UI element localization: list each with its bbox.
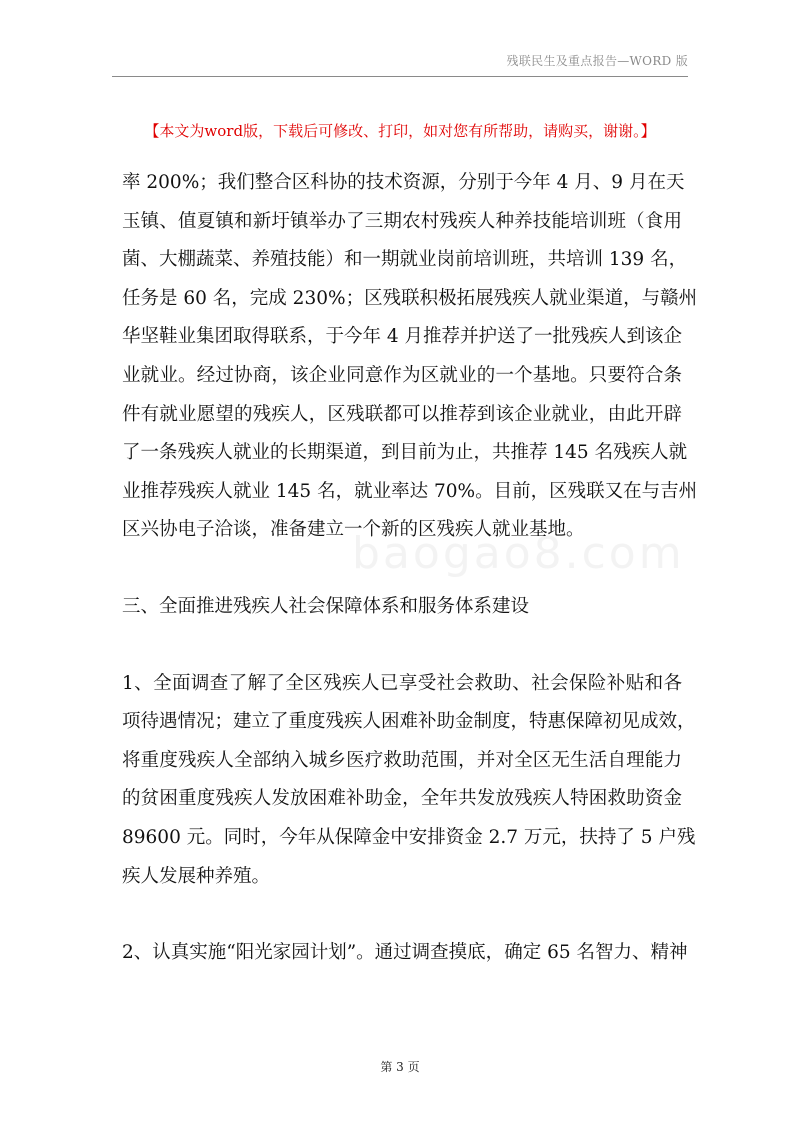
- text-line: 菌、大棚蔬菜、养殖技能）和一期就业岗前培训班，共培训 139 名，: [122, 249, 688, 271]
- text-line: 了一条残疾人就业的长期渠道，到目前为止，共推荐 145 名残疾人就: [122, 442, 688, 464]
- text-line: 2、认真实施“阳光家园计划”。通过调查摸底，确定 65 名智力、精神: [122, 942, 688, 964]
- header-divider: [112, 76, 688, 77]
- watermark: baogao8.com: [352, 528, 685, 579]
- text-line: 1、全面调查了解了全区残疾人已享受社会救助、社会保险补贴和各: [122, 672, 682, 694]
- text-line: 业推荐残疾人就业 145 名，就业率达 70%。目前，区残联又在与吉州: [122, 480, 698, 502]
- text-line: 玉镇、值夏镇和新圩镇举办了三期农村残疾人种养技能培训班（食用: [122, 210, 682, 232]
- text-line: 的贫困重度残疾人发放困难补助金，全年共发放残疾人特困救助资金: [122, 788, 682, 810]
- paragraph-employment: [122, 164, 698, 550]
- download-notice: 【本文为word版，下载后可修改、打印，如对您有所帮助，请购买，谢谢。】: [144, 122, 656, 140]
- paragraph-social-security: [122, 665, 696, 897]
- text-line: 89600 元。同时，今年从保障金中安排资金 2.7 万元，扶持了 5 户残: [122, 826, 696, 848]
- page-number: 第 3 页: [380, 1060, 420, 1074]
- text-line: 业就业。经过协商，该企业同意作为区就业的一个基地。只要符合条: [122, 364, 682, 386]
- text-line: 任务是 60 名，完成 230%；区残联积极拓展残疾人就业渠道，与赣州: [122, 287, 698, 309]
- text-line: 华坚鞋业集团取得联系，于今年 4 月推荐并护送了一批残疾人到该企: [122, 326, 683, 348]
- paragraph-sunshine-home: [122, 934, 688, 973]
- text-line: 率 200%；我们整合区科协的技术资源，分别于今年 4 月、9 月在天: [122, 172, 685, 193]
- heading-text: 三、全面推进残疾人社会保障体系和服务体系建设: [122, 595, 530, 617]
- text-line: 件有就业愿望的残疾人，区残联都可以推荐到该企业就业，由此开辟: [122, 403, 682, 425]
- text-line: 项待遇情况；建立了重度残疾人困难补助金制度，特惠保障初见成效，: [122, 711, 696, 733]
- text-line: 疾人发展种养殖。: [122, 865, 271, 887]
- running-header: 残联民生及重点报告—WORD 版: [506, 54, 688, 68]
- text-line: 将重度残疾人全部纳入城乡医疗救助范围，并对全区无生活自理能力: [122, 749, 682, 771]
- body-text: [122, 164, 698, 973]
- text-line: 区兴协电子洽谈，准备建立一个新的区残疾人就业基地。: [122, 519, 585, 541]
- section-heading: [122, 588, 682, 627]
